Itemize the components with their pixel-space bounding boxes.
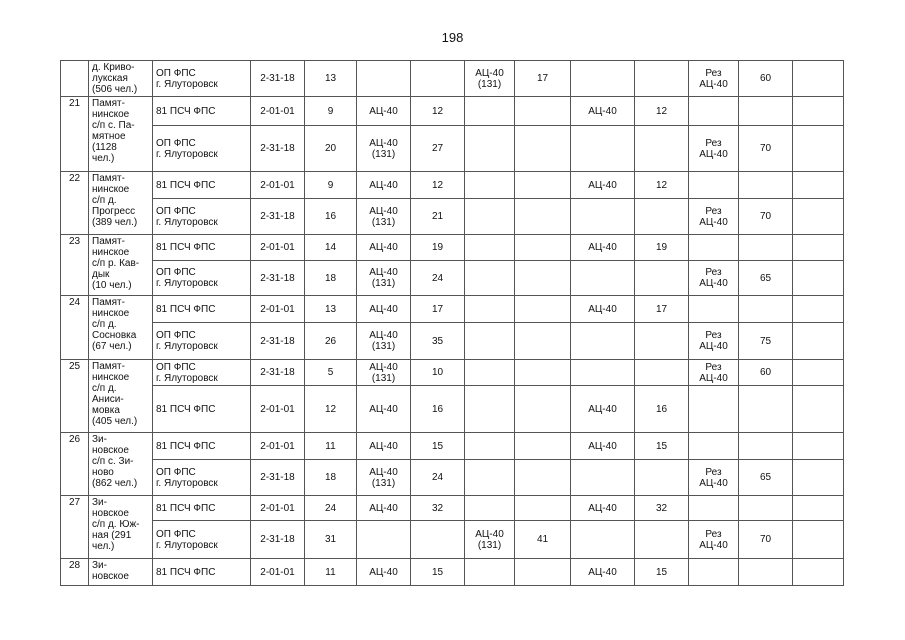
table-cell bbox=[793, 261, 844, 296]
table-cell: Рез АЦ-40 bbox=[689, 126, 739, 172]
table-cell bbox=[793, 521, 844, 559]
table-cell: 9 bbox=[305, 172, 357, 199]
table-cell: 20 bbox=[305, 126, 357, 172]
table-cell: 2-01-01 bbox=[251, 559, 305, 586]
table-cell: АЦ-40 (131) bbox=[465, 521, 515, 559]
table-cell: АЦ-40 bbox=[357, 296, 411, 323]
settlement-cell: Памят- нинское с/п д. Прогресс (389 чел.) bbox=[89, 172, 153, 235]
table-cell: АЦ-40 (131) bbox=[357, 126, 411, 172]
table-cell: АЦ-40 bbox=[357, 559, 411, 586]
table-cell: 15 bbox=[635, 433, 689, 460]
row-number: 23 bbox=[61, 235, 89, 296]
table-cell: 24 bbox=[305, 496, 357, 521]
table-cell bbox=[689, 559, 739, 586]
table-row bbox=[61, 323, 844, 360]
table-cell: АЦ-40 (131) bbox=[357, 261, 411, 296]
table-cell: АЦ-40 bbox=[571, 433, 635, 460]
table-cell: 70 bbox=[739, 126, 793, 172]
table-cell bbox=[465, 433, 515, 460]
table-cell: 60 bbox=[739, 61, 793, 97]
table-cell bbox=[635, 126, 689, 172]
row-number: 25 bbox=[61, 360, 89, 433]
table-cell: 10 bbox=[411, 360, 465, 386]
table-cell bbox=[465, 296, 515, 323]
table-cell: 15 bbox=[411, 433, 465, 460]
unit-cell: ОП ФПС г. Ялуторовск bbox=[153, 199, 251, 235]
table-cell bbox=[793, 61, 844, 97]
table-cell bbox=[515, 496, 571, 521]
table-cell: 75 bbox=[739, 323, 793, 360]
unit-cell: ОП ФПС г. Ялуторовск bbox=[153, 323, 251, 360]
table-cell bbox=[515, 199, 571, 235]
table-cell: АЦ-40 bbox=[357, 433, 411, 460]
table-cell: АЦ-40 bbox=[571, 296, 635, 323]
unit-cell: ОП ФПС г. Ялуторовск bbox=[153, 521, 251, 559]
table-cell: 32 bbox=[411, 496, 465, 521]
table-cell: 60 bbox=[739, 360, 793, 386]
table-cell: 14 bbox=[305, 235, 357, 261]
table-cell bbox=[515, 360, 571, 386]
table-cell bbox=[689, 433, 739, 460]
table-cell: 13 bbox=[305, 296, 357, 323]
table-cell bbox=[571, 323, 635, 360]
settlement-cell: Зи- новское с/п с. Зи- ново (862 чел.) bbox=[89, 433, 153, 496]
table-cell: 12 bbox=[411, 97, 465, 126]
settlement-cell: Памят- нинское с/п р. Кав- дык (10 чел.) bbox=[89, 235, 153, 296]
table-cell: 70 bbox=[739, 199, 793, 235]
table-cell bbox=[515, 559, 571, 586]
table-cell: 18 bbox=[305, 460, 357, 496]
table-cell bbox=[635, 460, 689, 496]
table-cell bbox=[635, 61, 689, 97]
table-cell: 32 bbox=[635, 496, 689, 521]
table-cell: Рез АЦ-40 bbox=[689, 61, 739, 97]
table-cell: Рез АЦ-40 bbox=[689, 323, 739, 360]
table-cell: Рез АЦ-40 bbox=[689, 460, 739, 496]
table-cell: 2-01-01 bbox=[251, 296, 305, 323]
table-cell: АЦ-40 bbox=[357, 235, 411, 261]
table-cell bbox=[739, 496, 793, 521]
table-cell: 2-31-18 bbox=[251, 126, 305, 172]
table-cell: 21 bbox=[411, 199, 465, 235]
table-cell: 19 bbox=[411, 235, 465, 261]
table-cell bbox=[689, 386, 739, 433]
table-cell: 15 bbox=[635, 559, 689, 586]
table-row bbox=[61, 261, 844, 296]
table-cell bbox=[739, 235, 793, 261]
table-cell: 11 bbox=[305, 433, 357, 460]
table-cell: 2-31-18 bbox=[251, 261, 305, 296]
table-cell bbox=[739, 559, 793, 586]
table-cell: 2-31-18 bbox=[251, 61, 305, 97]
table-cell bbox=[793, 360, 844, 386]
table-cell: 12 bbox=[411, 172, 465, 199]
table-cell: Рез АЦ-40 bbox=[689, 261, 739, 296]
table-cell: АЦ-40 bbox=[571, 559, 635, 586]
table-cell bbox=[689, 235, 739, 261]
unit-cell: ОП ФПС г. Ялуторовск bbox=[153, 261, 251, 296]
table-cell: 2-01-01 bbox=[251, 386, 305, 433]
unit-cell: ОП ФПС г. Ялуторовск bbox=[153, 360, 251, 386]
unit-cell: ОП ФПС г. Ялуторовск bbox=[153, 460, 251, 496]
table-cell bbox=[793, 386, 844, 433]
unit-cell: 81 ПСЧ ФПС bbox=[153, 172, 251, 199]
table-cell bbox=[571, 61, 635, 97]
row-number bbox=[61, 61, 89, 97]
table-cell: 65 bbox=[739, 261, 793, 296]
table-cell bbox=[739, 433, 793, 460]
row-number: 21 bbox=[61, 97, 89, 172]
table-cell: 26 bbox=[305, 323, 357, 360]
table-cell: АЦ-40 bbox=[357, 97, 411, 126]
unit-cell: 81 ПСЧ ФПС bbox=[153, 97, 251, 126]
table-cell: 12 bbox=[305, 386, 357, 433]
table-cell bbox=[793, 460, 844, 496]
table-cell bbox=[793, 126, 844, 172]
table-row bbox=[61, 386, 844, 433]
table-cell bbox=[357, 61, 411, 97]
table-cell: АЦ-40 bbox=[571, 97, 635, 126]
table-cell bbox=[635, 323, 689, 360]
unit-cell: 81 ПСЧ ФПС bbox=[153, 496, 251, 521]
table-cell bbox=[571, 261, 635, 296]
table-cell: 27 bbox=[411, 126, 465, 172]
settlement-cell: Зи- новское bbox=[89, 559, 153, 586]
table-cell: 41 bbox=[515, 521, 571, 559]
table-cell bbox=[571, 521, 635, 559]
table-cell: 16 bbox=[411, 386, 465, 433]
table-cell bbox=[571, 199, 635, 235]
table-cell: АЦ-40 (131) bbox=[357, 460, 411, 496]
row-number: 22 bbox=[61, 172, 89, 235]
table-cell: АЦ-40 bbox=[357, 172, 411, 199]
table-cell bbox=[515, 433, 571, 460]
settlement-cell: д. Криво- лукская (506 чел.) bbox=[89, 61, 153, 97]
table-cell: 13 bbox=[305, 61, 357, 97]
table-cell bbox=[739, 97, 793, 126]
table-row bbox=[61, 433, 844, 460]
table-cell: 2-31-18 bbox=[251, 323, 305, 360]
table-cell: 2-31-18 bbox=[251, 521, 305, 559]
table-cell: 24 bbox=[411, 460, 465, 496]
table-cell: 16 bbox=[305, 199, 357, 235]
table-cell: 2-31-18 bbox=[251, 460, 305, 496]
unit-cell: 81 ПСЧ ФПС bbox=[153, 386, 251, 433]
table-row bbox=[61, 460, 844, 496]
table-cell: 2-01-01 bbox=[251, 172, 305, 199]
table-cell bbox=[793, 172, 844, 199]
table-cell: 12 bbox=[635, 97, 689, 126]
table-cell: 17 bbox=[411, 296, 465, 323]
table-cell bbox=[411, 61, 465, 97]
table-row bbox=[61, 126, 844, 172]
table-cell: Рез АЦ-40 bbox=[689, 521, 739, 559]
table-cell bbox=[465, 126, 515, 172]
table-cell: 17 bbox=[635, 296, 689, 323]
unit-cell: 81 ПСЧ ФПС bbox=[153, 235, 251, 261]
unit-cell: 81 ПСЧ ФПС bbox=[153, 296, 251, 323]
table-cell bbox=[515, 235, 571, 261]
row-number: 27 bbox=[61, 496, 89, 559]
table-cell bbox=[571, 460, 635, 496]
table-cell: 17 bbox=[515, 61, 571, 97]
unit-cell: ОП ФПС г. Ялуторовск bbox=[153, 61, 251, 97]
table-cell: АЦ-40 (131) bbox=[357, 199, 411, 235]
table-cell bbox=[571, 360, 635, 386]
table-cell: 19 bbox=[635, 235, 689, 261]
table-cell: АЦ-40 (131) bbox=[357, 323, 411, 360]
table-cell: АЦ-40 bbox=[357, 386, 411, 433]
table-cell: Рез АЦ-40 bbox=[689, 360, 739, 386]
settlement-cell: Памят- нинское с/п д. Сосновка (67 чел.) bbox=[89, 296, 153, 360]
table-cell bbox=[689, 172, 739, 199]
table-cell bbox=[793, 97, 844, 126]
table-cell bbox=[739, 296, 793, 323]
table-cell bbox=[793, 559, 844, 586]
table-cell bbox=[411, 521, 465, 559]
table-cell: 2-01-01 bbox=[251, 433, 305, 460]
table-cell: 2-31-18 bbox=[251, 199, 305, 235]
table-cell bbox=[515, 323, 571, 360]
table-row bbox=[61, 559, 844, 586]
table-cell bbox=[689, 296, 739, 323]
table-cell bbox=[739, 386, 793, 433]
table-cell bbox=[689, 496, 739, 521]
table-cell bbox=[793, 199, 844, 235]
table-cell bbox=[793, 323, 844, 360]
table-cell: 2-31-18 bbox=[251, 360, 305, 386]
row-number: 28 bbox=[61, 559, 89, 586]
table-cell: АЦ-40 (131) bbox=[357, 360, 411, 386]
table-cell: 2-01-01 bbox=[251, 235, 305, 261]
table-row bbox=[61, 172, 844, 199]
table-cell: 31 bbox=[305, 521, 357, 559]
table-cell bbox=[465, 172, 515, 199]
table-row bbox=[61, 496, 844, 521]
table-row bbox=[61, 360, 844, 386]
table-cell bbox=[689, 97, 739, 126]
settlement-cell: Памят- нинское с/п д. Аниси- мовка (405 чел.) bbox=[89, 360, 153, 433]
settlement-cell: Зи- новское с/п д. Юж- ная (291 чел.) bbox=[89, 496, 153, 559]
table-cell: 15 bbox=[411, 559, 465, 586]
table-cell bbox=[635, 199, 689, 235]
table-cell bbox=[793, 296, 844, 323]
table-cell: 2-01-01 bbox=[251, 496, 305, 521]
table-cell bbox=[515, 172, 571, 199]
table-cell bbox=[465, 460, 515, 496]
settlement-cell: Памят- нинское с/п с. Па- мятное (1128 чел.) bbox=[89, 97, 153, 172]
table-row bbox=[61, 61, 844, 97]
table-cell bbox=[571, 126, 635, 172]
table-cell bbox=[465, 97, 515, 126]
table-cell bbox=[515, 261, 571, 296]
table-cell bbox=[465, 323, 515, 360]
table-cell: АЦ-40 bbox=[571, 496, 635, 521]
table-cell bbox=[793, 235, 844, 261]
table-cell bbox=[465, 386, 515, 433]
table-cell: 9 bbox=[305, 97, 357, 126]
table-cell bbox=[465, 496, 515, 521]
row-number: 24 bbox=[61, 296, 89, 360]
table-cell bbox=[793, 496, 844, 521]
table-cell bbox=[357, 521, 411, 559]
table-cell bbox=[515, 296, 571, 323]
unit-cell: 81 ПСЧ ФПС bbox=[153, 433, 251, 460]
table-cell: 18 bbox=[305, 261, 357, 296]
table-row bbox=[61, 199, 844, 235]
table-cell bbox=[515, 460, 571, 496]
table-cell bbox=[465, 559, 515, 586]
unit-cell: ОП ФПС г. Ялуторовск bbox=[153, 126, 251, 172]
table-cell: 5 bbox=[305, 360, 357, 386]
table-cell bbox=[465, 360, 515, 386]
table-cell bbox=[635, 261, 689, 296]
table-cell: 35 bbox=[411, 323, 465, 360]
table-cell bbox=[739, 172, 793, 199]
table-cell bbox=[465, 199, 515, 235]
table-cell bbox=[515, 386, 571, 433]
table-cell bbox=[635, 521, 689, 559]
table-cell bbox=[465, 261, 515, 296]
table-cell bbox=[465, 235, 515, 261]
table-cell: 16 bbox=[635, 386, 689, 433]
table-cell: АЦ-40 bbox=[571, 172, 635, 199]
table-cell bbox=[635, 360, 689, 386]
table-cell: Рез АЦ-40 bbox=[689, 199, 739, 235]
unit-cell: 81 ПСЧ ФПС bbox=[153, 559, 251, 586]
table-cell: АЦ-40 (131) bbox=[465, 61, 515, 97]
table-cell: 12 bbox=[635, 172, 689, 199]
table-cell: АЦ-40 bbox=[571, 235, 635, 261]
table-cell bbox=[515, 97, 571, 126]
table-cell: 65 bbox=[739, 460, 793, 496]
fire-dispatch-table bbox=[60, 60, 844, 586]
table-cell: АЦ-40 bbox=[357, 496, 411, 521]
table-cell: АЦ-40 bbox=[571, 386, 635, 433]
table-row bbox=[61, 235, 844, 261]
table-row bbox=[61, 97, 844, 126]
table-cell: 24 bbox=[411, 261, 465, 296]
row-number: 26 bbox=[61, 433, 89, 496]
table-cell bbox=[793, 433, 844, 460]
table-cell bbox=[515, 126, 571, 172]
table-row bbox=[61, 521, 844, 559]
table-cell: 2-01-01 bbox=[251, 97, 305, 126]
page-number: 198 bbox=[441, 30, 464, 45]
table-cell: 11 bbox=[305, 559, 357, 586]
table-cell: 70 bbox=[739, 521, 793, 559]
table-row bbox=[61, 296, 844, 323]
